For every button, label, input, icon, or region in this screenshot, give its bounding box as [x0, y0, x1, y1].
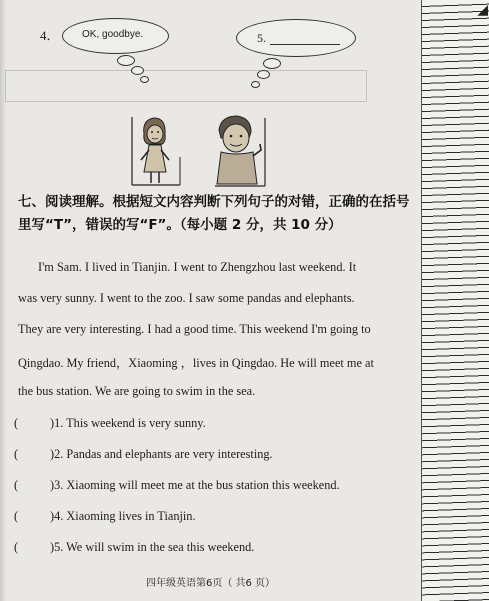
- speech-bubble-right: [236, 19, 356, 57]
- show-through-table: [5, 70, 367, 102]
- section-heading: 七、阅读理解。根据短文内容判断下列句子的对错，正确的在括号里写“T”，错误的写“F”。（每小题 2 分，共 10 分）: [18, 194, 410, 233]
- bubble-tail-dot: [257, 70, 270, 79]
- tf-item-text: )2. Pandas and elephants are very interesting.: [50, 447, 273, 461]
- answer-paren[interactable]: (: [14, 416, 19, 430]
- answer-paren[interactable]: (: [14, 509, 19, 523]
- passage-line: I'm Sam. I lived in Tianjin. I went to Zhengzhou last weekend. It: [38, 260, 357, 274]
- passage-line: They are very interesting. I had a good time. This weekend I'm going to: [18, 322, 371, 336]
- bubble-tail-dot: [251, 81, 260, 88]
- tf-item-text: )3. Xiaoming will meet me at the bus station this weekend.: [50, 478, 340, 492]
- show-through-text: [190, 38, 196, 57]
- tf-item-text: )4. Xiaoming lives in Tianjin.: [50, 509, 196, 523]
- question-5-number: 5.: [257, 31, 266, 45]
- page-footer: 四年级英语第6页（ 共6 页）: [145, 578, 276, 589]
- question-5-answer-line: [270, 44, 340, 45]
- lined-binding-strip: [421, 0, 489, 601]
- tf-item-text: )5. We will swim in the sea this weekend.: [50, 540, 255, 554]
- boy-illustration: [205, 110, 270, 188]
- bubble-tail-dot: [131, 66, 144, 75]
- speech-bubble-left-text: OK, goodbye.: [82, 29, 144, 40]
- question-4-number: 4．: [40, 28, 60, 43]
- bubble-tail-dot: [140, 76, 149, 83]
- tf-item-text: )1. This weekend is very sunny.: [50, 416, 206, 430]
- bubble-tail-dot: [263, 58, 281, 69]
- answer-paren[interactable]: (: [14, 478, 19, 492]
- answer-paren[interactable]: (: [14, 447, 19, 461]
- corner-mark-icon: ◢: [477, 2, 488, 18]
- passage-line: Qingdao. My friend，Xiaoming ，lives in Qingdao. He will meet me at: [18, 356, 374, 370]
- passage-line: was very sunny. I went to the zoo. I saw some pandas and elephants.: [18, 291, 355, 305]
- girl-illustration: [128, 112, 183, 187]
- answer-paren[interactable]: (: [14, 540, 19, 554]
- bubble-tail-dot: [117, 55, 135, 66]
- passage-line: the bus station. We are going to swim in the sea.: [18, 384, 256, 398]
